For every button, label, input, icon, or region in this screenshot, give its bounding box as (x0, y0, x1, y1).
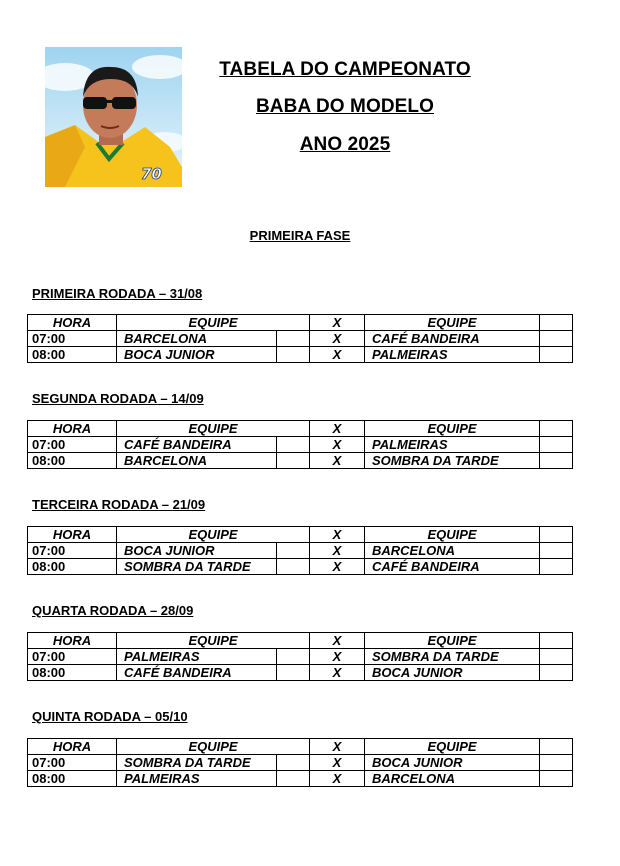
score-cell (540, 527, 573, 543)
home-team: PALMEIRAS (117, 649, 277, 665)
home-team: BARCELONA (117, 453, 277, 469)
away-team: BOCA JUNIOR (365, 755, 540, 771)
header-equipe: EQUIPE (365, 421, 540, 437)
header-equipe: EQUIPE (117, 527, 310, 543)
home-team: PALMEIRAS (117, 771, 277, 787)
away-team: SOMBRA DA TARDE (365, 453, 540, 469)
header-hora: HORA (28, 421, 117, 437)
round-schedule-table (27, 314, 573, 363)
header-hora: HORA (28, 633, 117, 649)
score-cell (540, 315, 573, 331)
home-score-cell (277, 437, 310, 453)
header-equipe: EQUIPE (365, 527, 540, 543)
match-row (28, 755, 573, 771)
score-cell (540, 739, 573, 755)
header-equipe: EQUIPE (365, 633, 540, 649)
jersey-number: 70 (141, 165, 162, 183)
header-equipe: EQUIPE (117, 421, 310, 437)
title-year: ANO 2025 (299, 134, 391, 155)
header-x: X (310, 421, 365, 437)
header-hora: HORA (28, 527, 117, 543)
caricature-image (45, 47, 182, 187)
home-score-cell (277, 665, 310, 681)
home-score-cell (277, 771, 310, 787)
versus-mark: X (310, 347, 365, 363)
title-baba-do-modelo: BABA DO MODELO (255, 96, 435, 117)
table-header-row (28, 633, 573, 649)
away-score-cell (540, 543, 573, 559)
away-team: CAFÉ BANDEIRA (365, 559, 540, 575)
score-cell (540, 421, 573, 437)
match-row (28, 543, 573, 559)
away-score-cell (540, 347, 573, 363)
match-row (28, 453, 573, 469)
versus-mark: X (310, 771, 365, 787)
header-equipe: EQUIPE (117, 739, 310, 755)
away-team: CAFÉ BANDEIRA (365, 331, 540, 347)
round-schedule-table (27, 526, 573, 575)
versus-mark: X (310, 665, 365, 681)
score-cell (540, 633, 573, 649)
match-hour: 07:00 (28, 649, 117, 665)
match-hour: 08:00 (28, 453, 117, 469)
home-team: SOMBRA DA TARDE (117, 559, 277, 575)
match-row (28, 665, 573, 681)
home-team: BOCA JUNIOR (117, 543, 277, 559)
round-title: QUINTA RODADA – 05/10 (32, 709, 188, 724)
home-team: BARCELONA (117, 331, 277, 347)
away-score-cell (540, 331, 573, 347)
match-hour: 07:00 (28, 331, 117, 347)
away-score-cell (540, 453, 573, 469)
away-score-cell (540, 755, 573, 771)
match-row (28, 347, 573, 363)
header-x: X (310, 633, 365, 649)
versus-mark: X (310, 755, 365, 771)
round-schedule-table (27, 420, 573, 469)
header-x: X (310, 315, 365, 331)
match-hour: 08:00 (28, 347, 117, 363)
home-score-cell (277, 755, 310, 771)
header-hora: HORA (28, 739, 117, 755)
match-row (28, 331, 573, 347)
header-equipe: EQUIPE (365, 315, 540, 331)
match-hour: 08:00 (28, 771, 117, 787)
round-title: PRIMEIRA RODADA – 31/08 (32, 286, 203, 301)
home-team: CAFÉ BANDEIRA (117, 665, 277, 681)
header-x: X (310, 527, 365, 543)
away-score-cell (540, 649, 573, 665)
away-team: BOCA JUNIOR (365, 665, 540, 681)
home-score-cell (277, 453, 310, 469)
header-equipe: EQUIPE (365, 739, 540, 755)
match-hour: 07:00 (28, 755, 117, 771)
versus-mark: X (310, 437, 365, 453)
home-score-cell (277, 559, 310, 575)
away-team: PALMEIRAS (365, 347, 540, 363)
table-header-row (28, 315, 573, 331)
match-hour: 08:00 (28, 559, 117, 575)
away-team: SOMBRA DA TARDE (365, 649, 540, 665)
round-title: QUARTA RODADA – 28/09 (32, 603, 194, 618)
match-hour: 07:00 (28, 437, 117, 453)
away-team: PALMEIRAS (365, 437, 540, 453)
match-row (28, 437, 573, 453)
home-team: SOMBRA DA TARDE (117, 755, 277, 771)
versus-mark: X (310, 453, 365, 469)
phase-title: PRIMEIRA FASE (249, 228, 351, 243)
match-row (28, 649, 573, 665)
versus-mark: X (310, 559, 365, 575)
round-schedule-table (27, 632, 573, 681)
away-score-cell (540, 665, 573, 681)
round-title: TERCEIRA RODADA – 21/09 (32, 497, 206, 512)
home-team: BOCA JUNIOR (117, 347, 277, 363)
home-score-cell (277, 347, 310, 363)
round-title: SEGUNDA RODADA – 14/09 (32, 391, 204, 406)
away-score-cell (540, 771, 573, 787)
match-hour: 08:00 (28, 665, 117, 681)
table-header-row (28, 739, 573, 755)
title-championship-table: TABELA DO CAMPEONATO (219, 59, 471, 80)
versus-mark: X (310, 331, 365, 347)
match-hour: 07:00 (28, 543, 117, 559)
home-score-cell (277, 331, 310, 347)
away-team: BARCELONA (365, 771, 540, 787)
versus-mark: X (310, 543, 365, 559)
away-score-cell (540, 559, 573, 575)
match-row (28, 559, 573, 575)
championship-logo (45, 47, 182, 187)
table-header-row (28, 421, 573, 437)
header-equipe: EQUIPE (117, 315, 310, 331)
header-x: X (310, 739, 365, 755)
match-row (28, 771, 573, 787)
away-team: BARCELONA (365, 543, 540, 559)
round-schedule-table (27, 738, 573, 787)
home-score-cell (277, 543, 310, 559)
versus-mark: X (310, 649, 365, 665)
table-header-row (28, 527, 573, 543)
header-equipe: EQUIPE (117, 633, 310, 649)
header-hora: HORA (28, 315, 117, 331)
home-team: CAFÉ BANDEIRA (117, 437, 277, 453)
home-score-cell (277, 649, 310, 665)
away-score-cell (540, 437, 573, 453)
